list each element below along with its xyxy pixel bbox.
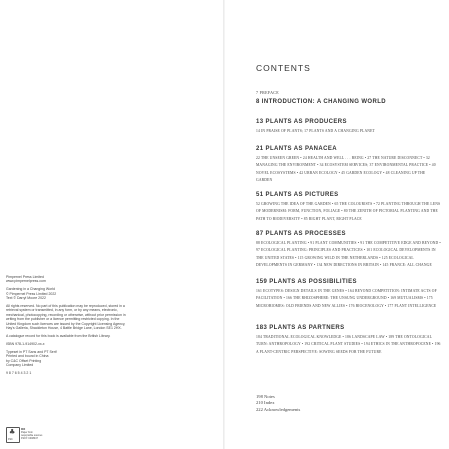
section-heading: 13 PLANTS AS PRODUCERS — [256, 119, 347, 125]
fsc-logo — [6, 427, 20, 443]
page-gutter — [223, 0, 225, 449]
section-entries: 161 ECOTYPES: DESIGN DETAILS IN THE GENES • 164 BEYOND COMPETITION: INTIMATE ACTS OF FACILITATION • 166 THE RHIZOSPHERE: THE UNSUNG UNDERGROUND • 169 MUTUALISMS • 175 MICROBIOMES: OLD FRIENDS AND NEW ALLIES • 176 BIOCENOLOGY • 177 PLANT INTELLIGENCE — [256, 288, 437, 308]
section-entries: 184 TRADITIONAL ECOLOGICAL KNOWLEDGE • 186 LANDSCAPE LAW • 189 THE ONTOLOGICAL TURN: ANTHROPOLOGY • 192 CRITICAL PLANT STUDIES • 194 ETHICS IN THE ANTHROPOCENE • 196 A PLANT-CENTRIC PERSPECTIVE: SOWING SEEDS FOR THE FUTURE — [256, 334, 441, 354]
endmatter-list — [256, 394, 300, 413]
copyright-info: Gardening in a Changing World © Pimpernel Press Limited 2022 Text © Darryl Moore 2022 — [6, 287, 57, 301]
endmatter-item: 210 Index — [256, 400, 275, 406]
section-entries: 52 GROWING THE IDEA OF THE GARDEN • 65 THE COLOURISTS • 72 PLANTING THROUGH THE LENS OF MODERNISM: FORM, FUNCTION, FOLIAGE • 80 THE ZENITH OF PICTORIAL PLANTING AND THE PATH TO BIODIVERSITY • 85 RIGHT PLANT, RIGHT PLACE — [256, 201, 441, 221]
section-entries: 22 THE UNSEEN GREEN • 24 HEALTH AND WELL . . . BEING • 27 THE NATURE DISCONNECT • 32 MANAGING THE ENVIRONMENT • 34 ECOSYSTEM SERVICES; 37 ENVIRONMENTAL PRACTICE • 40 NOVEL ECOSYSTEMS • 42 URBAN ECOLOGY • 45 GARDEN ECOLOGY • 48 CLEANING UP THE GARDEN — [256, 155, 436, 183]
section-heading: 183 PLANTS AS PARTNERS — [256, 325, 345, 331]
isbn: ISBN 978-1-914902-xx-x — [6, 341, 45, 346]
fsc-logo-label: FSC — [8, 438, 13, 441]
fsc-line: Paper from — [21, 431, 33, 434]
section-heading: 51 PLANTS AS PICTURES — [256, 192, 339, 198]
contents-title: CONTENTS — [256, 63, 311, 73]
tree-icon: ♣ — [9, 428, 16, 436]
contents-section — [256, 119, 442, 135]
section-entries: 88 ECOLOGICAL PLANTING • 91 PLANT COMMUNITIES • 91 THE COMPETITIVE EDGE AND BEYOND • 97 ECOLOGICAL PLANTING: PRINCIPLES AND PRACTICES • 101 ECOLOGICAL DEVELOPMENTS IN THE UNITED STATES • 115 GROWING WILD IN THE NETHERLANDS • 125 ECOLOGICAL DEVELOPMENTS IN GERMANY • 134 NEW DIRECTIONS IN BRITAIN • 145 FRANCE: ALL CHANGE — [256, 240, 441, 268]
section-entries: 14 IN PRAISE OF PLANTS; 17 PLANTS AND A CHANGING PLANET — [256, 128, 375, 133]
contents-section — [256, 146, 442, 185]
print-run: 9 8 7 6 5 4 3 2 1 — [6, 370, 32, 375]
contents-section — [256, 231, 442, 270]
fsc-line: FSC® C008047 — [21, 437, 38, 440]
contents-section — [256, 279, 442, 310]
catalogue-notice: A catalogue record for this book is available from the British Library. — [6, 333, 111, 338]
endmatter-item: 198 Notes — [256, 394, 275, 399]
contents-section — [256, 192, 442, 223]
imprint-page — [6, 275, 126, 379]
section-heading: 87 PLANTS AS PROCESSES — [256, 231, 346, 237]
section-heading: 21 PLANTS AS PANACEA — [256, 146, 338, 152]
intro-entry: 8 INTRODUCTION: A CHANGING WORLD — [256, 99, 387, 105]
section-heading: 159 PLANTS AS POSSIBILITIES — [256, 279, 357, 285]
rights-notice: All rights reserved. No part of this publication may be reproduced, stored in a retrieval system or transmitted, in any form, or by any means, electronic, mechanical, photocopying, recording or otherwise, without prior permission in writing from the publisher or a licence permitting restricted copying. In the United Kingdom such licences are issued by the Copyright Licensing Agency, Hay's Galleria, Shackleton House, 4 Battle Bridge Lane, London SE1 2HX. — [6, 304, 126, 331]
fsc-label — [21, 428, 51, 440]
fsc-line: MIX — [21, 428, 26, 431]
preface-entry: 7 PREFACE — [256, 90, 279, 95]
fsc-line: responsible sources — [21, 434, 43, 437]
publisher-info: Pimpernel Press Limited www.pimpernelpress.com — [6, 275, 46, 284]
endmatter-item: 222 Acknowledgements — [256, 406, 301, 412]
typeset-info: Typeset in PT Sans and PT Serif Printed and bound in China by C&C Offset Printing Company Limited — [6, 349, 57, 367]
contents-section — [256, 325, 442, 356]
